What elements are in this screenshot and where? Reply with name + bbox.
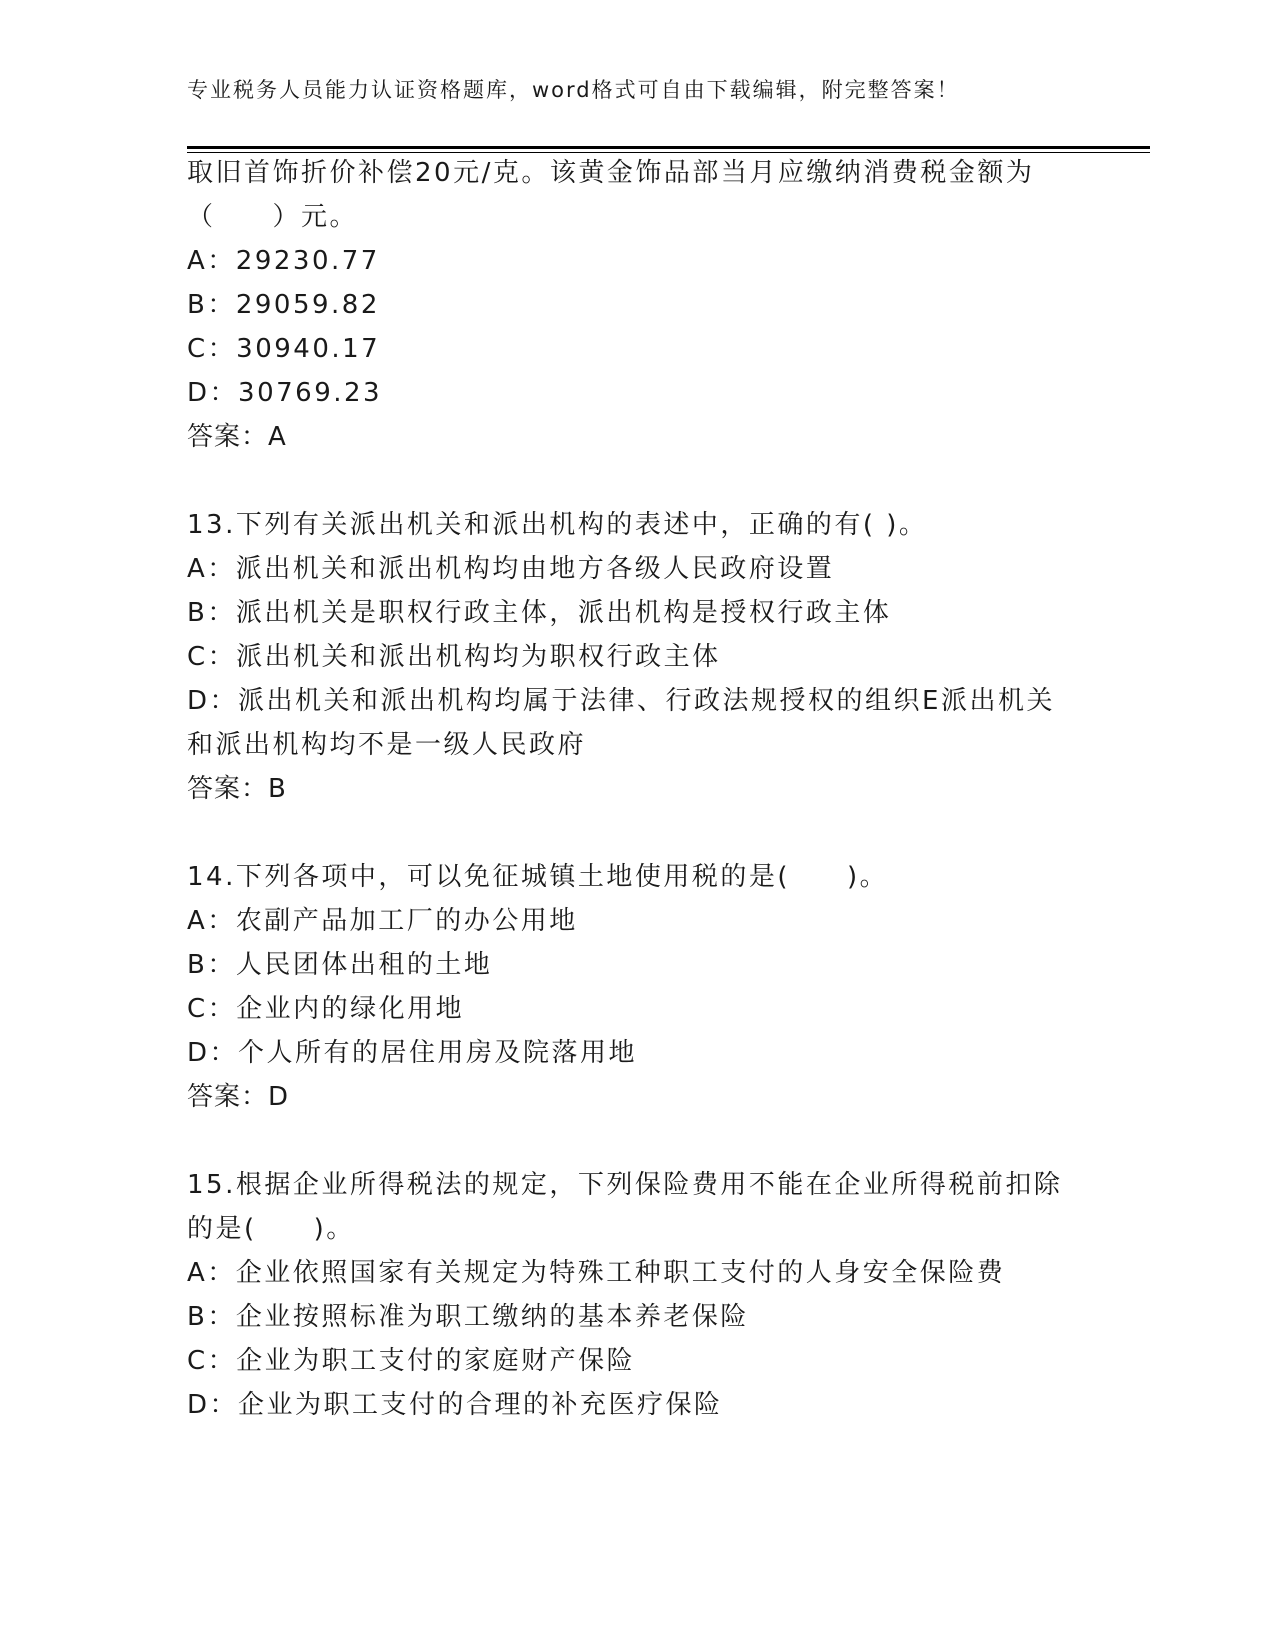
q12-option-c: C：30940.17 [187, 334, 381, 364]
q13-option-c: C：派出机关和派出机构均为职权行政主体 [187, 642, 721, 672]
document-header: 专业税务人员能力认证资格题库，word格式可自由下载编辑，附完整答案！ [187, 78, 960, 102]
q13-option-d: D：派出机关和派出机构均属于法律、行政法规授权的组织E派出机关 [187, 686, 1055, 716]
q12-stem-line2: （ ）元。 [187, 202, 359, 232]
q14-option-c: C：企业内的绿化用地 [187, 994, 465, 1024]
q14-answer: 答案：D [187, 1082, 290, 1112]
q15-stem-line2: 的是( )。 [187, 1214, 355, 1244]
q12-option-b: B：29059.82 [187, 290, 380, 320]
q12-option-a: A：29230.77 [187, 246, 380, 276]
q12-stem-line1: 取旧首饰折价补偿20元/克。该黄金饰品部当月应缴纳消费税金额为 [187, 158, 1035, 188]
q13-stem: 13.下列有关派出机关和派出机构的表述中，正确的有( )。 [187, 510, 928, 540]
q15-option-a: A：企业依照国家有关规定为特殊工种职工支付的人身安全保险费 [187, 1258, 1006, 1288]
q14-option-d: D：个人所有的居住用房及院落用地 [187, 1038, 638, 1068]
q15-option-b: B：企业按照标准为职工缴纳的基本养老保险 [187, 1302, 749, 1332]
q14-option-a: A：农副产品加工厂的办公用地 [187, 906, 578, 936]
header-rule-thin [187, 152, 1150, 153]
header-rule-thick [187, 146, 1150, 149]
q14-option-b: B：人民团体出租的土地 [187, 950, 493, 980]
q13-option-b: B：派出机关是职权行政主体，派出机构是授权行政主体 [187, 598, 892, 628]
q12-answer: 答案：A [187, 422, 287, 452]
q15-option-d: D：企业为职工支付的合理的补充医疗保险 [187, 1390, 723, 1420]
q14-stem: 14.下列各项中，可以免征城镇土地使用税的是( )。 [187, 862, 889, 892]
q13-option-a: A：派出机关和派出机构均由地方各级人民政府设置 [187, 554, 835, 584]
q12-option-d: D：30769.23 [187, 378, 383, 408]
q13-answer: 答案：B [187, 774, 287, 804]
q15-option-c: C：企业为职工支付的家庭财产保险 [187, 1346, 636, 1376]
q13-option-d-cont: 和派出机构均不是一级人民政府 [187, 730, 587, 760]
q15-stem-line1: 15.根据企业所得税法的规定，下列保险费用不能在企业所得税前扣除 [187, 1170, 1063, 1200]
